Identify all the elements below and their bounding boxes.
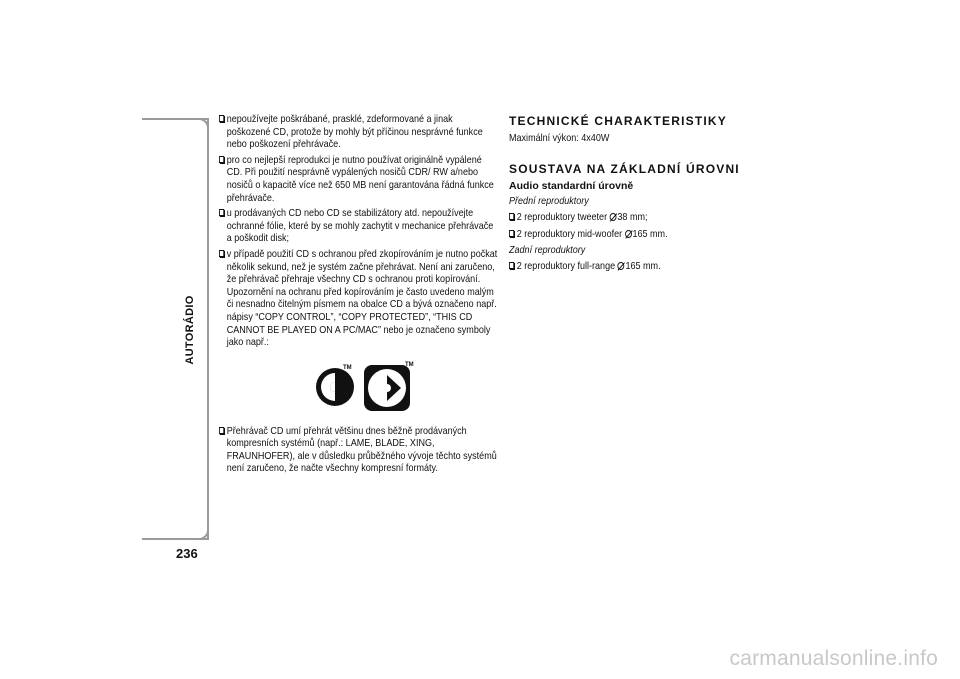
heading-base-system: SOUSTAVA NA ZÁKLADNÍ ÚROVNI: [509, 162, 740, 177]
spec-size: 165 mm.: [632, 227, 668, 240]
spec-item-front-midwoofer: [509, 228, 775, 241]
left-column: [219, 113, 499, 478]
spec-item-front-tweeter: [509, 211, 775, 224]
checkbox-bullet-icon: [219, 156, 224, 163]
spec-size: 38 mm;: [617, 210, 648, 223]
bullet-text: Přehrávač CD umí přehrát většinu dnes běžně prodávaných kompresních systémů (např.: LAME, BLADE, XING, FRAUNHOFER), ale v důsledku průběžného vývoje těchto systémů není zaručeno, že načte všechny kompresní formáty.: [226, 424, 497, 475]
trademark-label: TM: [405, 361, 414, 368]
checkbox-bullet-icon: [509, 262, 514, 269]
bullet-item: [219, 207, 499, 245]
bullet-text: nepoužívejte poškrábané, prasklé, zdeformované a jinak poškozené CD, protože by mohly být příčinou nesprávné funkce nebo poškození přehrávače.: [226, 113, 483, 151]
max-power-text: Maximální výkon: 4x40W: [509, 131, 610, 144]
diameter-icon: [618, 262, 625, 270]
copy-protection-logo-1-icon: [313, 359, 359, 413]
right-column: [509, 113, 769, 276]
spec-text: 2 reproduktory tweeter: [516, 210, 608, 223]
bullet-text: pro co nejlepší reprodukci je nutno používat originálně vypálené CD. Při použití nesprávně vypálených nosičů CDR/ RW a/nebo nosičů o kapacitě více než 650 MB není garantována řádná funkce přehrávače.: [226, 153, 494, 204]
trademark-label: TM: [343, 364, 352, 371]
copy-protection-logo-2-icon: [363, 359, 417, 413]
bullet-text: v případě použití CD s ochranou před zkopírováním je nutno počkat několik sekund, než je systém začne přehrávat. Není ani zaručeno, že přehrávač přehraje všechny CD s ochranou proti kopírování. Upozornění na ochranu před kopírováním je často uvedeno malým či nesnadno čitelným písmem na obalce CD a bývá označeno např. nápisy “COPY CONTROL”, “COPY PROTECTED”, “THIS CD CANNOT BE PLAYED ON A PC/MAC” nebo je označeno symboly jako např.:: [226, 247, 498, 349]
subheading-audio-standard: Audio standardní úrovně: [509, 179, 634, 192]
checkbox-bullet-icon: [219, 209, 224, 216]
spec-text: 2 reproduktory mid-woofer: [516, 227, 623, 240]
spec-size: 165 mm.: [625, 259, 661, 272]
checkbox-bullet-icon: [509, 213, 514, 220]
bullet-item: [219, 248, 499, 349]
checkbox-bullet-icon: [509, 230, 514, 237]
bullet-text: u prodávaných CD nebo CD se stabilizátory atd. nepoužívejte ochranné fólie, které by se mohly zachytit v mechanice přehrávače a poškodit disk;: [226, 207, 494, 245]
front-speakers-label: Přední reproduktory: [509, 195, 589, 208]
diameter-icon: [625, 230, 632, 238]
copy-protection-logos: [313, 359, 499, 417]
heading-technical-characteristics: TECHNICKÉ CHARAKTERISTIKY: [509, 114, 728, 128]
frame-vertical-line: [207, 118, 209, 540]
spec-text: 2 reproduktory full-range: [516, 259, 616, 272]
bullet-item: [219, 425, 499, 475]
section-side-label: AUTORÁDIO: [184, 295, 196, 365]
checkbox-bullet-icon: [219, 250, 224, 257]
diameter-icon: [610, 213, 617, 221]
rear-speakers-label: Zadní reproduktory: [509, 244, 586, 257]
watermark: carmanualsonline.info: [729, 647, 938, 670]
bullet-item: [219, 154, 499, 204]
checkbox-bullet-icon: [219, 115, 224, 122]
checkbox-bullet-icon: [219, 427, 224, 434]
bullet-item: [219, 113, 499, 151]
page-number: 236: [176, 546, 198, 561]
spec-item-rear-fullrange: [509, 260, 775, 273]
